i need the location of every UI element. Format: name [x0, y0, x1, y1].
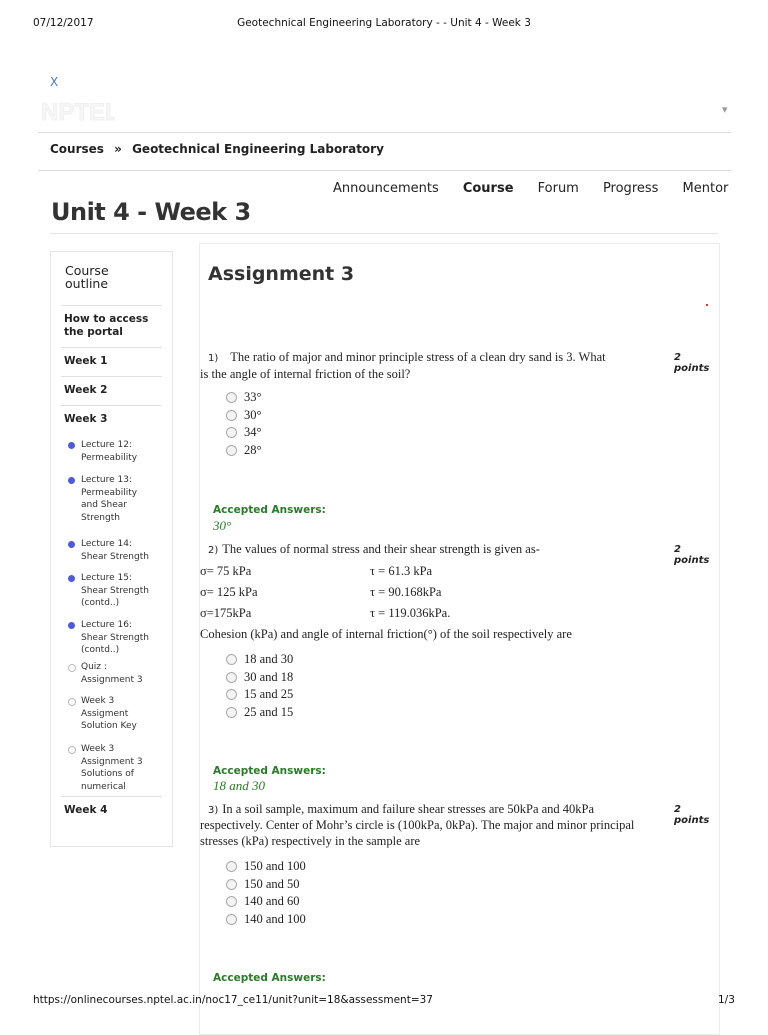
tab-mentor[interactable]: Mentor	[682, 181, 729, 196]
page-title: Unit 4 - Week 3	[51, 198, 251, 226]
question-1-accepted-label: Accepted Answers:	[213, 504, 326, 516]
incomplete-dot-icon	[68, 664, 76, 672]
question-2-points: 2 points	[674, 544, 710, 566]
incomplete-dot-icon	[68, 746, 76, 754]
radio-button[interactable]	[226, 896, 237, 907]
tau-value: τ = 119.036kPa.	[370, 606, 451, 620]
q1-option-label: 28°	[244, 442, 262, 457]
question-3-accepted-label: Accepted Answers:	[213, 972, 326, 984]
radio-button[interactable]	[226, 689, 237, 700]
radio-button[interactable]	[226, 707, 237, 718]
sigma-values	[200, 564, 258, 627]
sidebar-lesson-label: Lecture 14: Shear Strength	[81, 539, 149, 562]
tab-forum[interactable]: Forum	[537, 181, 579, 196]
question-2-number: 2)	[208, 545, 219, 556]
question-3-points: 2 points	[674, 804, 710, 826]
sidebar-lesson-label: Quiz : Assignment 3	[81, 662, 143, 685]
radio-button[interactable]	[226, 879, 237, 890]
question-1-text-line1: The ratio of major and minor principle stress of a clean dry sand is 3. What	[230, 350, 606, 364]
sidebar-lesson-label: Lecture 13: Permeability and Shear Strength	[81, 475, 138, 523]
assignment-panel	[199, 243, 720, 1035]
sidebar-lesson-label: Lecture 12: Permeability	[81, 440, 138, 463]
q1-option-label: 34°	[244, 425, 262, 439]
breadcrumb	[50, 142, 384, 156]
assignment-title: Assignment 3	[208, 263, 355, 285]
q3-option-label: 150 and 50	[244, 876, 300, 891]
tau-values	[370, 564, 450, 627]
question-3-text-line2: respectively. Center of Mohr’s circle is (100kPa, 0kPa). The major and minor principal	[200, 818, 635, 832]
tau-value: τ = 90.168kPa	[370, 585, 442, 599]
close-icon[interactable]: X	[50, 75, 59, 89]
sigma-value: σ= 125 kPa	[200, 585, 258, 599]
print-footer-page: 1/3	[718, 994, 735, 1006]
radio-button[interactable]	[226, 914, 237, 925]
question-1-text-line2: is the angle of internal friction of the soil?	[200, 367, 411, 381]
tab-course[interactable]: Course	[462, 181, 514, 196]
sidebar-item-week-3[interactable]: Week 3	[64, 413, 108, 425]
question-1	[200, 350, 663, 382]
question-3-text-line1: In a soil sample, maximum and failure shear stresses are 50kPa and 40kPa	[222, 802, 595, 816]
radio-button[interactable]	[226, 445, 237, 456]
tab-announcements[interactable]: Announcements	[333, 181, 439, 196]
completed-dot-icon	[68, 622, 75, 629]
question-3	[200, 802, 708, 849]
sigma-value: σ=175kPa	[200, 606, 252, 620]
tau-value: τ = 61.3 kPa	[370, 564, 433, 578]
course-nav	[333, 177, 728, 196]
print-footer-url: https://onlinecourses.nptel.ac.in/noc17_ce11/unit?unit=18&assessment=37	[33, 994, 433, 1006]
sidebar-item-week-2[interactable]: Week 2	[64, 384, 108, 396]
question-2	[208, 542, 540, 557]
sidebar-lesson-label: Lecture 15: Shear Strength (contd..)	[81, 573, 149, 608]
sidebar-lesson-label: Lecture 16: Shear Strength (contd..)	[81, 620, 149, 655]
radio-button[interactable]	[226, 392, 237, 403]
required-marker	[706, 304, 708, 306]
sidebar-lesson-label: Week 3 Assignment 3 Solutions of numerical	[81, 744, 143, 792]
question-2-accepted-answer: 18 and 30	[213, 778, 265, 793]
radio-button[interactable]	[226, 427, 237, 438]
nptel-logo[interactable]	[40, 99, 115, 124]
question-2-accepted-label: Accepted Answers:	[213, 765, 326, 777]
q3-option-label: 150 and 100	[244, 859, 306, 873]
question-3-text-line3: stresses (kPa) respectively in the sample are	[200, 834, 421, 848]
completed-dot-icon	[68, 575, 75, 582]
q2-option-label: 15 and 25	[244, 687, 294, 701]
question-1-accepted-answer: 30°	[213, 518, 232, 533]
user-menu-chevron-down-icon[interactable]: ▾	[722, 103, 728, 116]
q2-option-label: 18 and 30	[244, 652, 294, 666]
radio-button[interactable]	[226, 861, 237, 872]
breadcrumb-separator: »	[114, 142, 122, 156]
q1-option-label: 30°	[244, 407, 262, 422]
sidebar-item-how-to-access[interactable]: How to access the portal	[64, 313, 149, 338]
svg-text:NPTEL: NPTEL	[41, 99, 115, 124]
q2-option-label: 25 and 15	[244, 704, 294, 719]
radio-button[interactable]	[226, 654, 237, 665]
incomplete-dot-icon	[68, 698, 76, 706]
sidebar-item-week-1[interactable]: Week 1	[64, 355, 108, 367]
print-date: 07/12/2017	[33, 17, 94, 29]
breadcrumb-courses-link[interactable]: Courses	[50, 142, 104, 156]
radio-button[interactable]	[226, 672, 237, 683]
course-outline-heading: Course outline	[65, 263, 109, 291]
sigma-value: σ= 75 kPa	[200, 564, 252, 578]
breadcrumb-course-link[interactable]: Geotechnical Engineering Laboratory	[132, 142, 384, 156]
q3-option-label: 140 and 60	[244, 894, 300, 908]
print-title: Geotechnical Engineering Laboratory - - Unit 4 - Week 3	[237, 17, 531, 29]
q3-option-label: 140 and 100	[244, 911, 306, 926]
completed-dot-icon	[68, 442, 75, 449]
question-1-points: 2 points	[674, 352, 710, 374]
q2-option-label: 30 and 18	[244, 669, 294, 684]
q1-option-label: 33°	[244, 390, 262, 404]
completed-dot-icon	[68, 477, 75, 484]
question-2-prompt: Cohesion (kPa) and angle of internal friction(°) of the soil respectively are	[200, 627, 572, 641]
question-3-number: 3)	[208, 805, 219, 816]
radio-button[interactable]	[226, 410, 237, 421]
sidebar-item-week-4[interactable]: Week 4	[64, 804, 108, 816]
question-2-text: The values of normal stress and their shear strength is given as-	[222, 542, 540, 556]
tab-progress[interactable]: Progress	[602, 181, 659, 196]
completed-dot-icon	[68, 541, 75, 548]
question-1-number: 1)	[208, 353, 219, 364]
sidebar-lesson-label: Week 3 Assigment Solution Key	[81, 696, 137, 731]
course-outline-sidebar	[50, 251, 173, 847]
